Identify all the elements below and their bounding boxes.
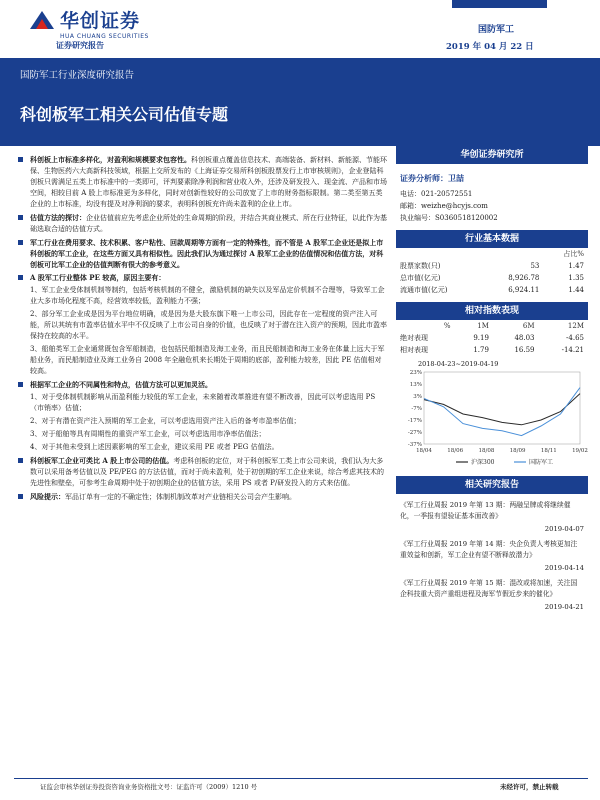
x-tick-label: 18/08 <box>478 448 495 454</box>
analyst-name: 证券分析师：卫喆 <box>400 173 464 183</box>
footer-license: 证监会审核华创证券投资咨询业务资格批文号：证监许可（2009）1210 号 <box>40 783 258 791</box>
reports-list <box>396 494 588 623</box>
perf-line-chart <box>396 356 588 474</box>
paragraph: 2、部分军工企业成是因为平台地位明确，或是因为是大股东旗下唯一上市公司，因此存在一定程度的资产注入可能，所以其统有市盈率估值水平中不仅反映了上市公司自身的价值，也反映了对于潜在注入资产的预期，因此市盈率保持在较高的水平。 <box>30 310 387 340</box>
bullet-pe-reasons: A 股军工行业整体 PE 较高，原因主要有： <box>14 272 388 283</box>
y-tick-label: 13% <box>409 382 422 388</box>
series-line <box>424 388 580 436</box>
bullet-flexible-valuation: 根据军工企业的不同属性和特点，估值方法可以更加灵活。 <box>14 379 388 390</box>
report-item[interactable]: 《军工行业周报 2019 年第 13 期：两融呈牌或将继续催化，一季报有望验证基本面改善》 <box>400 501 571 520</box>
page-title: 科创板军工相关公司估值专题 <box>20 105 229 124</box>
paragraph: 3、船舶类军工企业通常既包含军船制造，也包括民船制造及海工业务，而且民船制造和海工业务在体量上远大于军船业务，而民船制造业及海工业务自 2008 年全融危机来长期处于周期的底部，盈利能力较差，因此 PE 估值相对较高。 <box>30 345 385 375</box>
y-tick-label: 3% <box>413 394 422 400</box>
series-line <box>424 394 580 425</box>
paragraph: 1、军工企业受体制机制等制约，包括考核机制的不健全，激励机制的缺失以及军品定价机制不合理等，导致军工企业大多市场化程度不高，经营效率较低，盈利能力不强； <box>30 286 385 305</box>
x-tick-label: 18/09 <box>509 448 526 454</box>
paragraph: 3、对于船舶等具有周期性的重资产军工企业，可以考虑选用市净率估值法； <box>30 430 266 438</box>
header-tab <box>452 0 547 8</box>
basic-pct-head: 占比% <box>563 250 584 258</box>
logo <box>28 6 158 40</box>
report-date: 2019-04-07 <box>544 525 584 533</box>
chart-frame <box>424 372 580 444</box>
y-tick-label: -17% <box>407 418 422 424</box>
brand-name: 华创证券 <box>60 10 141 32</box>
report-date: 2019-04-14 <box>544 564 584 572</box>
paragraph: 2、对于有潜在资产注入预期的军工企业，可以考虑选用资产注入后的备考市盈率估值； <box>30 417 301 425</box>
bullet-risk: 风险提示：军品订单有一定的不确定性；体制机制改革对产业链相关公司会产生影响。 <box>14 491 388 503</box>
table-row: 相对表现 1.79 16.59 -14.21 <box>400 346 584 354</box>
report-item[interactable]: 《军工行业周报 2019 年第 14 期：央企负责人考核更加注重效益和创新，军工企业有望不断释放潜力》 <box>400 540 578 559</box>
brand-logo-icon <box>28 9 56 31</box>
legend-label: 沪深300 <box>471 459 495 466</box>
bullet-listing-standard: 科创板上市标准多样化，对盈利和规模要求包容性。科创板重点覆盖信息技术、高端装备、新材料、新能源、节能环保、生物医药六大高新科技领域，根据上交所发布的《上海证券交易所科创板股票发行上市审核规则》，企业登陆科创板只需满足五类上市标准中的一类即可，评判要素除净利润和营业收入外，还涉及研发投入、现金流、产品和市场空间，相较目前 A 股上市标准更为多样化，同时对创新性较好的公司放宽了上市的财务指标限制。第二类至第五类企业的上市标准，均没有提及对净利润的要求，表明科创板充许尚未盈利的企业上市。 <box>14 154 388 210</box>
report-date: 2019-04-21 <box>544 603 584 611</box>
perf-table: % 1M 6M 12M 绝对表现 9.19 48.03 -4.65 相对表现 1.79 16.59 -14.21 <box>396 320 588 356</box>
reports-header: 相关研究报告 <box>396 476 588 494</box>
institute-header: 华创证券研究所 <box>396 146 588 164</box>
sidebar <box>396 146 588 623</box>
table-row: 绝对表现 9.19 48.03 -4.65 <box>400 334 584 342</box>
bullet-industry-special: 军工行业在费用要求、技术积累、客户粘性、回款周期等方面有一定的特殊性，而不管是 A 股军工企业还是拟上市科创板的军工企业，在这些方面又具有相似性。因此我们认为通过探讨 A 股军工企业的估值情况和估值方法，对科创板可比军工企业的估值判断有很大的参考意义。 <box>14 237 388 270</box>
report-type: 证券研究报告 <box>56 40 104 50</box>
footer-divider <box>14 778 588 779</box>
x-tick-label: 18/06 <box>447 448 464 454</box>
table-row: 股票家数(只) 53 1.47 <box>400 262 584 270</box>
x-tick-label: 19/02 <box>572 448 588 454</box>
bullet-valuation-method: 估值方法的探讨：企业估值前应先考虑企业所处的生命周期的阶段，并结合其商业模式、所在行业特征，以此作为基础选取合适的估值方式。 <box>14 212 388 235</box>
paragraph: 1、对于受体制机制影响从而盈利能力较低的军工企业，未来随着改革推进有望不断改善，因此可以考虑选用 PS（市销率）估值； <box>30 393 376 412</box>
analyst-email[interactable]: 邮箱：weizhe@hcyjs.com <box>400 202 488 210</box>
paragraph: 4、对于其他未受到上述因素影响的军工企业，建议采用 PE 或者 PEG 估值法。 <box>30 443 279 451</box>
basic-data-table <box>396 248 588 296</box>
chart-range: 2018-04-23~2019-04-19 <box>418 360 499 368</box>
basic-data-header: 行业基本数据 <box>396 230 588 248</box>
table-row: 总市值(亿元) 8,926.78 1.35 <box>400 274 584 282</box>
perf-chart <box>396 356 588 476</box>
analyst-block <box>396 164 588 230</box>
analyst-phone: 电话：021-20572551 <box>400 190 473 198</box>
banner-subtitle: 国防军工行业深度研究报告 <box>20 70 135 81</box>
y-tick-label: -37% <box>407 442 422 448</box>
main-content <box>14 154 388 505</box>
report-item[interactable]: 《军工行业周报 2019 年第 15 期：混改或将加速，关注国企科技重大资产重组进程及海军节假近步来的催化》 <box>400 579 578 598</box>
footer-notice: 未经许可，禁止转载 <box>500 783 559 791</box>
y-tick-label: 23% <box>409 370 422 376</box>
x-tick-label: 18/11 <box>540 448 557 454</box>
perf-header: 相对指数表现 <box>396 302 588 320</box>
legend-label: 国防军工 <box>529 459 554 466</box>
bullet-star-market: 科创板军工企业可类比 A 股上市公司的估值。考虑科创板的定位，对于科创板军工类上市公司来说，我们认为大多数可以采用备考估值以及 PE/PEG 的方法估值，而对于尚未盈利，处于初创期的军工企业来说，综合考虑其技术的先进性和壁垒，可参考生命周期中处于初创期企业的估值方法，采用 PS 或者 P/研发投入的方式来估值。 <box>14 455 388 489</box>
analyst-license: 执业编号：S0360518120002 <box>400 214 498 222</box>
title-banner <box>0 58 600 146</box>
header-date: 2019 年 04 月 22 日 <box>446 42 534 52</box>
x-tick-label: 18/04 <box>416 448 432 454</box>
header-industry: 国防军工 <box>478 25 515 35</box>
table-row: 流通市值(亿元) 6,924.11 1.44 <box>400 286 584 294</box>
brand-name-en: HUA CHUANG SECURITIES <box>60 33 149 40</box>
y-tick-label: -27% <box>407 430 422 436</box>
y-tick-label: -7% <box>411 406 422 412</box>
